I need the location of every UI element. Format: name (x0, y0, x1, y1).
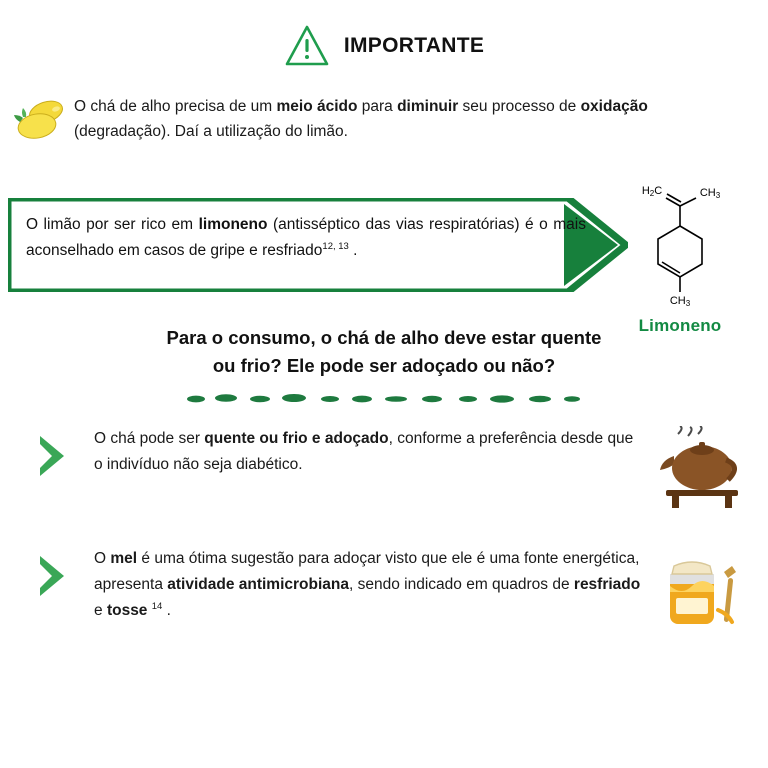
banner-paragraph: O limão por ser rico em limoneno (antisséptico das vias respiratórias) é o mais aconselhado em casos de gripe e resfriado$^{12, 13}$ . (26, 216, 586, 260)
page-title: IMPORTANTE (343, 34, 485, 57)
chevron-right-icon (38, 426, 80, 483)
bullet-row-honey (0, 546, 768, 634)
lemon-icon (8, 94, 74, 144)
intro-paragraph: O chá de alho precisa de um meio ácido para diminuir seu processo de oxidação (degradação). Daí a utilização do limão. (74, 98, 648, 141)
honey-jar-icon (648, 546, 752, 634)
bullet-row-temperature (0, 426, 768, 512)
bullet2-bold-2: atividade antimicrobiana (167, 575, 349, 593)
svg-text:CH3: CH3 (699, 187, 721, 201)
page-header (0, 0, 768, 68)
question-line-1: Para o consumo, o chá de alho deve estar quente (166, 327, 602, 349)
banner-bold-1: limoneno (198, 216, 268, 234)
highlight-banner (8, 198, 628, 292)
bullet2-bold-4: tosse (106, 601, 148, 619)
svg-text:CH3: CH3 (669, 295, 691, 309)
intro-bold-2: diminuir (397, 98, 459, 115)
molecule-label: Limoneno (638, 316, 722, 336)
bullet2-bold-1: mel (110, 549, 138, 567)
banner-reference: 12, 13 (322, 241, 349, 253)
question-line-2: ou frio? Ele pode ser adoçado ou não? (212, 354, 556, 376)
bullet2-bold-3: resfriado (573, 575, 641, 593)
intro-bold-3: oxidação (580, 98, 648, 115)
warning-triangle-icon (284, 24, 330, 68)
limonene-structure-icon (610, 174, 750, 336)
bullet1-bold-1: quente ou frio e adoçado (204, 429, 389, 447)
teapot-icon (648, 426, 752, 512)
banner-section (0, 170, 768, 336)
svg-text:H2C: H2C (641, 185, 663, 199)
intro-bold-1: meio ácido (276, 98, 358, 115)
intro-section (0, 94, 768, 144)
bullet2-reference: 14 (151, 600, 163, 612)
chevron-right-icon (38, 546, 80, 603)
bullet-text-temperature: O chá pode ser quente ou frio e adoçado, conforme a preferência desde que o indivíduo não seja diabético. (94, 429, 634, 473)
dashed-brush-divider-icon (184, 390, 584, 408)
bullet-text-honey: O mel é uma ótima sugestão para adoçar visto que ele é uma fonte energética, apresenta atividade antimicrobiana, sendo indicado em quadros de resfriado e tosse $^{14}$ . (94, 549, 641, 619)
